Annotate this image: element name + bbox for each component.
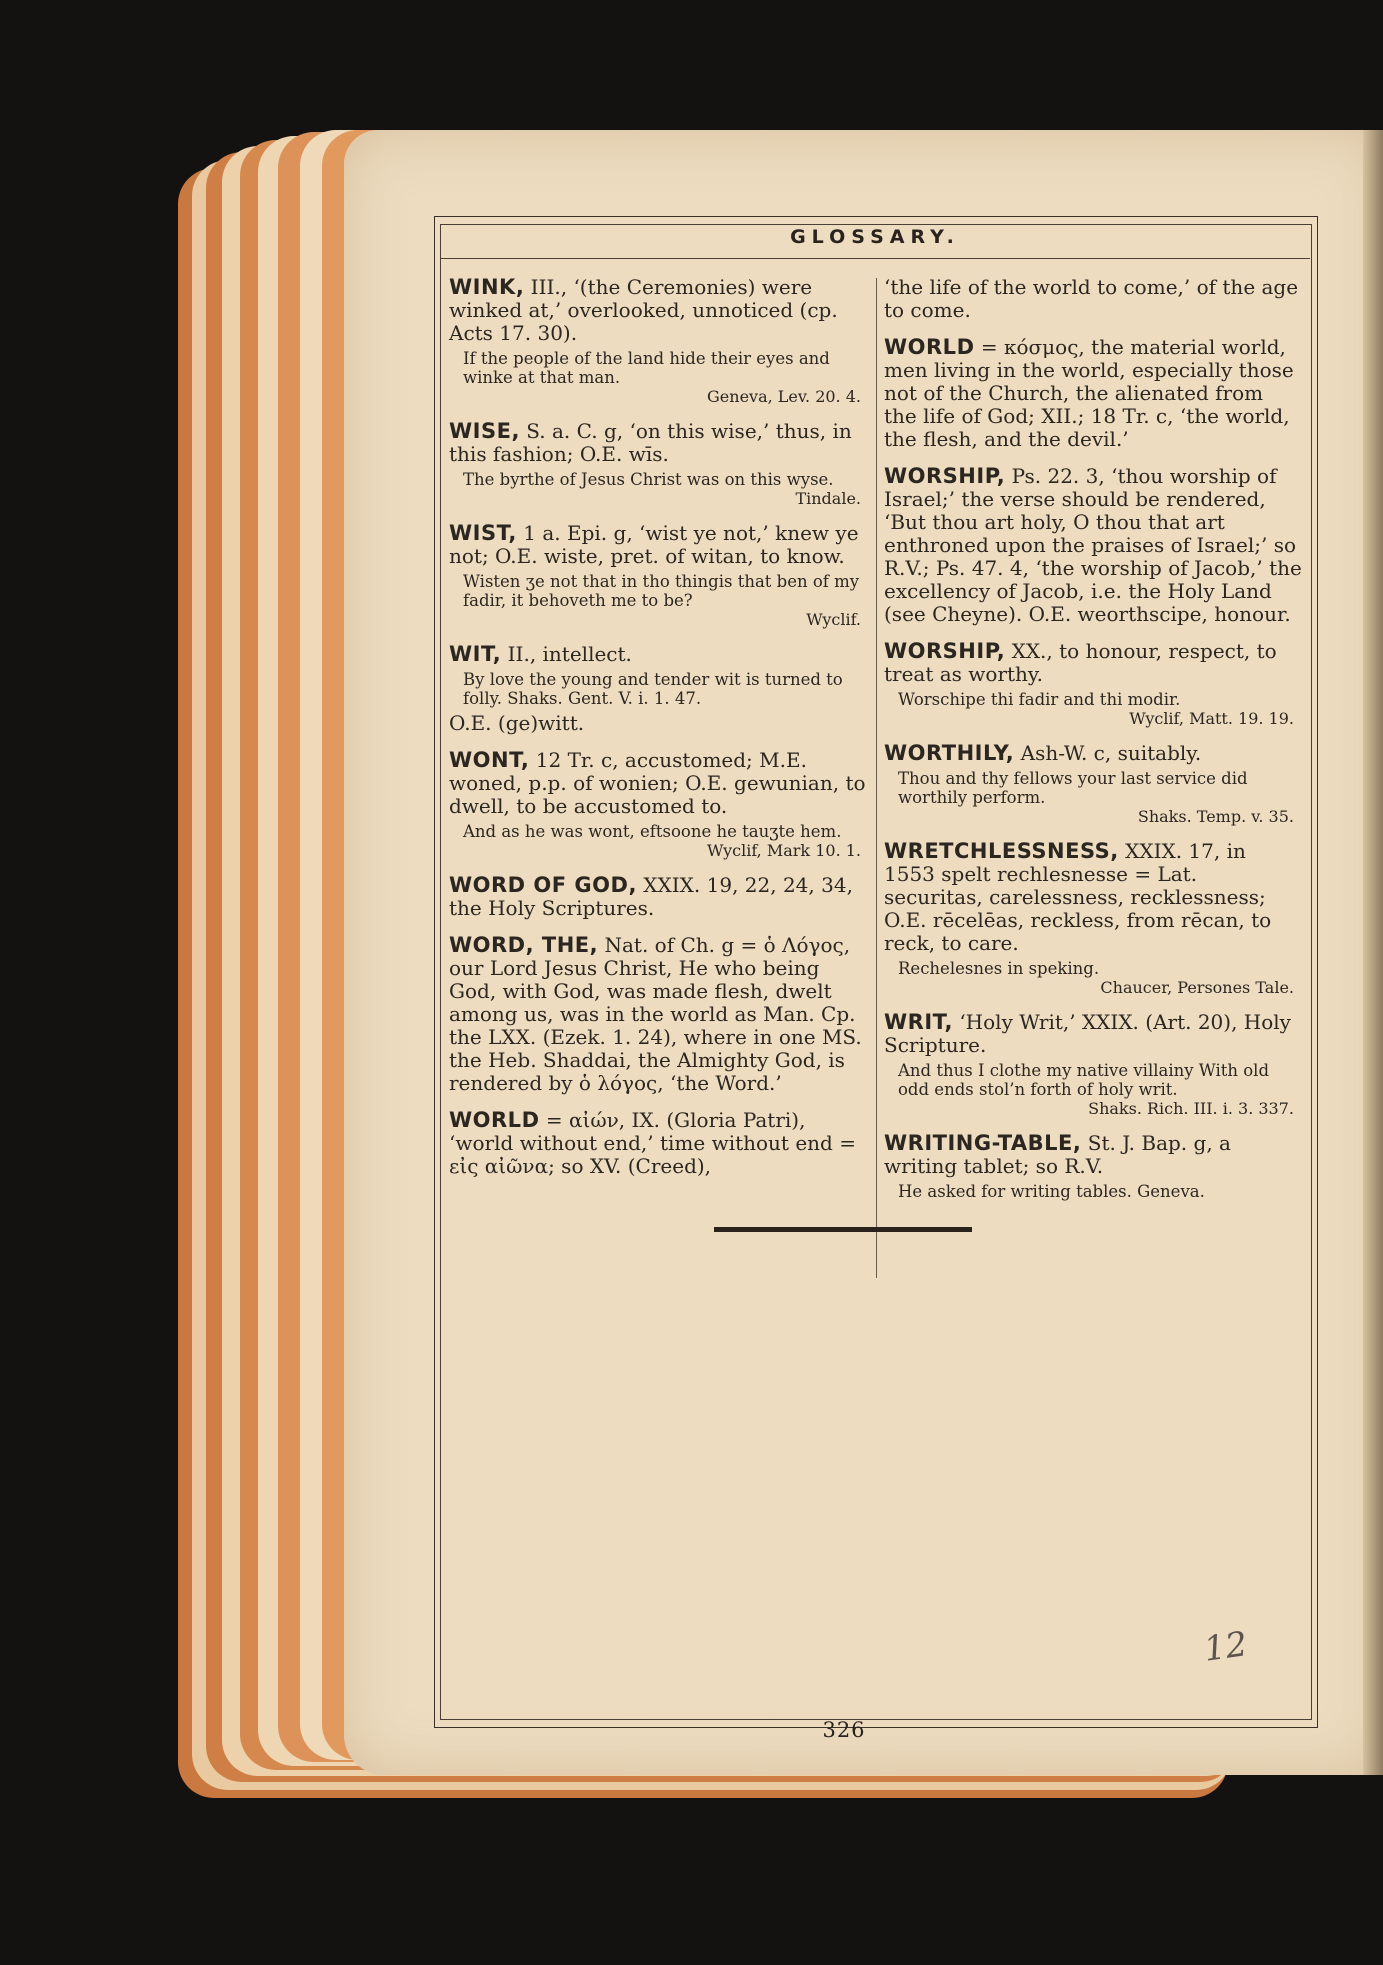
quotation-text: Wisten ʒe not that in tho thingis that ben of my fadir, it behoveth me to be? — [463, 572, 860, 610]
entry-headword: WIT, — [449, 642, 502, 666]
glossary-entry — [884, 640, 1302, 728]
entry-headword: WORLD — [449, 1108, 540, 1132]
entry-definition — [449, 1109, 869, 1178]
entry-text: XXIX. 17, in 1553 spelt rechlesnesse = Lat. securitas, carelessness, recklessness; O.E. rēcelēas, reckless, from rēcan, to reck, to care. — [884, 839, 1272, 955]
glossary-entry — [449, 643, 869, 735]
entry-definition — [449, 522, 869, 568]
glossary-entry — [884, 1132, 1302, 1201]
entry-definition — [449, 276, 869, 345]
entry-headword: WRETCHLESSNESS, — [884, 839, 1119, 863]
glossary-entry — [449, 420, 869, 508]
glossary-entry — [449, 749, 869, 860]
entry-definition — [884, 336, 1302, 451]
entry-definition — [449, 420, 869, 466]
entry-text: Ash-W. c, suitably. — [1020, 741, 1202, 765]
entry-headword: WINK, — [449, 275, 525, 299]
quotation-source: Wyclif, Mark 10. 1. — [707, 841, 861, 860]
quotation-text: If the people of the land hide their eyes and winke at that man. — [463, 349, 830, 387]
quotation-text: The byrthe of Jesus Christ was on this wyse. — [463, 470, 834, 489]
entry-quotation — [898, 1061, 1302, 1118]
entry-quotation — [898, 959, 1302, 997]
entry-headword: WORD OF GOD, — [449, 873, 637, 897]
glossary-entry — [884, 840, 1302, 997]
entry-definition — [449, 749, 869, 818]
entry-definition — [449, 643, 869, 666]
entry-quotation — [463, 470, 869, 508]
entry-headword: WIST, — [449, 521, 517, 545]
entry-text: Ps. 22. 3, ‘thou worship of Israel;’ the verse should be rendered, ‘But thou art holy, O thou that art enthroned upon the praises of Israel;’ so R.V.; Ps. 47. 4, ‘the worship of Jacob,’ the excellency of Jacob, i.e. the Holy Land (see Cheyne). O.E. weorthscipe, honour. — [884, 464, 1302, 626]
entry-text: XX., to honour, respect, to treat as worthy. — [884, 639, 1277, 686]
quotation-source: Geneva, Lev. 20. 4. — [707, 387, 861, 406]
entry-definition — [884, 465, 1302, 626]
page-number: 326 — [822, 1718, 866, 1742]
column-divider — [876, 278, 877, 1278]
entry-definition — [884, 1011, 1302, 1057]
entry-text: Nat. of Ch. g = ὁ Λόγος, our Lord Jesus Christ, He who being God, with God, was made flesh, dwelt among us, was in the world as Man. Cp. the LXX. (Ezek. 1. 24), where in one MS. the Heb. Shaddai, the Almighty God, is rendered by ὁ λόγος, ‘the Word.’ — [449, 933, 862, 1095]
entry-headword: WORSHIP, — [884, 464, 1006, 488]
entry-text: 12 Tr. c, accustomed; M.E. woned, p.p. of wonien; O.E. gewunian, to dwell, to be accustomed to. — [449, 748, 866, 818]
entry-headword: WORD, THE, — [449, 933, 599, 957]
entry-text: St. J. Bap. g, a writing tablet; so R.V. — [884, 1131, 1231, 1178]
pencil-mark: 12 — [1201, 1624, 1250, 1670]
quotation-source: Wyclif. — [806, 610, 861, 629]
entry-text: III., ‘(the Ceremonies) were winked at,’ overlooked, unnoticed (cp. Acts 17. 30). — [449, 275, 838, 345]
entry-quotation — [898, 769, 1302, 826]
entry-quotation — [898, 1182, 1302, 1201]
quotation-source: Tindale. — [795, 489, 861, 508]
entry-definition — [884, 840, 1302, 955]
glossary-entry — [449, 874, 869, 920]
glossary-entry — [449, 1109, 869, 1178]
entry-text: S. a. C. g, ‘on this wise,’ thus, in this fashion; O.E. wīs. — [449, 419, 852, 466]
entry-quotation — [463, 670, 869, 708]
entry-quotation — [898, 690, 1302, 728]
quotation-text: By love the young and tender wit is turned to folly. Shaks. Gent. V. i. 1. 47. — [463, 670, 843, 708]
quotation-source: Shaks. Temp. v. 35. — [1137, 807, 1294, 826]
entry-headword: WRITING-TABLE, — [884, 1131, 1082, 1155]
entry-etymology: O.E. (ge)witt. — [449, 711, 585, 735]
entry-definition — [884, 276, 1302, 322]
glossary-entry — [884, 276, 1302, 322]
entry-text: II., intellect. — [507, 642, 632, 666]
book-page — [344, 130, 1383, 1775]
quotation-source: Shaks. Rich. III. i. 3. 337. — [1088, 1099, 1294, 1118]
quotation-text: Thou and thy fellows your last service did worthily perform. — [898, 769, 1248, 807]
entry-quotation — [463, 822, 869, 860]
glossary-entry — [449, 276, 869, 406]
entry-headword: WISE, — [449, 419, 520, 443]
book-gutter — [1363, 130, 1383, 1775]
entry-quotation — [463, 349, 869, 406]
entry-headword: WORTHILY, — [884, 741, 1015, 765]
glossary-entry — [884, 742, 1302, 826]
glossary-entry — [884, 1011, 1302, 1118]
entry-definition — [884, 1132, 1302, 1178]
entry-text: ‘the life of the world to come,’ of the age to come. — [884, 275, 1299, 322]
quotation-text: Worschipe thi fadir and thi modir. — [898, 690, 1181, 709]
entry-text: = αἰών, IX. (Gloria Patri), ‘world without end,’ time without end = εἰς αἰῶνα; so XV. (Creed), — [449, 1108, 856, 1178]
entry-headword: WRIT, — [884, 1010, 953, 1034]
entry-text: XXIX. 19, 22, 24, 34, the Holy Scriptures. — [449, 873, 853, 920]
quotation-source: Wyclif, Matt. 19. 19. — [1129, 709, 1294, 728]
entry-definition — [449, 934, 869, 1095]
entry-text: 1 a. Epi. g, ‘wist ye not,’ knew ye not; O.E. wiste, pret. of witan, to know. — [449, 521, 859, 568]
running-head: GLOSSARY. — [790, 226, 960, 248]
quotation-text: Rechelesnes in speking. — [898, 959, 1100, 978]
head-rule — [440, 258, 1310, 259]
entry-headword: WONT, — [449, 748, 530, 772]
quotation-source: Chaucer, Persones Tale. — [1100, 978, 1294, 997]
entry-text: ‘Holy Writ,’ XXIX. (Art. 20), Holy Scripture. — [884, 1010, 1291, 1057]
entry-definition — [884, 742, 1302, 765]
right-column — [884, 276, 1302, 1215]
entry-definition — [884, 640, 1302, 686]
quotation-text: And as he was wont, eftsoone he tauʒte hem. — [463, 822, 842, 841]
glossary-entry — [449, 522, 869, 629]
end-rule — [714, 1227, 972, 1232]
entry-text: = κόσμος, the material world, men living in the world, especially those not of the Church, the alienated from the life of God; XII.; 18 Tr. c, ‘the world, the flesh, and the devil.’ — [884, 335, 1294, 451]
entry-quotation — [463, 572, 869, 629]
entry-definition — [449, 874, 869, 920]
glossary-entry — [884, 465, 1302, 626]
entry-headword: WORSHIP, — [884, 639, 1006, 663]
glossary-entry — [449, 934, 869, 1095]
left-column — [449, 276, 869, 1192]
entry-headword: WORLD — [884, 335, 975, 359]
glossary-entry — [884, 336, 1302, 451]
quotation-text: And thus I clothe my native villainy With old odd ends stol’n forth of holy writ. — [898, 1061, 1270, 1099]
quotation-text: He asked for writing tables. Geneva. — [898, 1182, 1205, 1201]
